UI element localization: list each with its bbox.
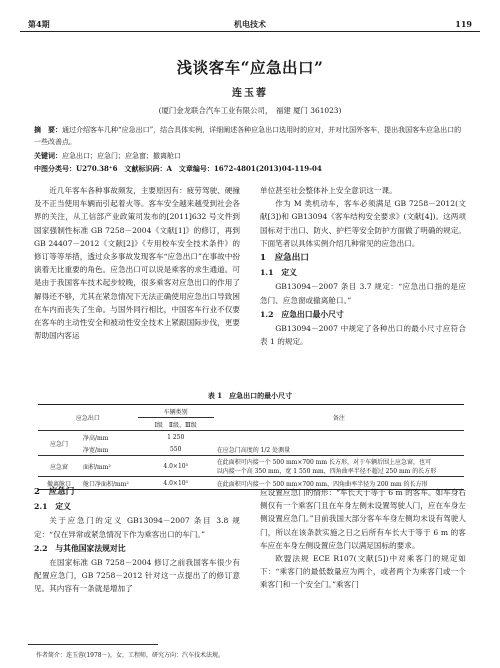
window-area-value: 4.0×10⁵ <box>138 456 214 477</box>
author-affiliation: (厦门金龙联合汽车工业有限公司， 福建 厦门 361023) <box>158 106 342 115</box>
section-2-1-heading: 2.1 定义 <box>34 502 71 512</box>
table-row <box>38 456 464 477</box>
keywords <box>34 150 466 162</box>
window-remark-line-2: 以内接一个高 350 mm，宽 1 550 mm，四角曲率半径不超过 250 mm 的长方形 <box>216 468 437 475</box>
ece-r107-paragraph: 欧盟法规 ECE R107(文献[5])中对乘客门的规定如下：“乘客门的最低数量应为两个，或者两个为乘客门或一个乘客门和一个安全门。”乘客门 <box>260 554 466 590</box>
issue-number: 第4期 <box>28 19 50 29</box>
min-size-table <box>38 404 464 490</box>
section-2-2-heading: 2.2 与其他国家法规对比 <box>34 543 126 553</box>
window-remark-line-1: 在此面积可内接一个 500 mm×700 mm 长方形，对于车辆后围上应急窗，也可 <box>216 459 432 466</box>
section-1-1-heading: 1.1 定义 <box>260 268 297 278</box>
abstract <box>34 124 466 149</box>
classification-meta: 中图分类号：U270.38⁺6 文献标识码：A 文章编号：1672-4801(2013)04-119-04 <box>34 164 322 173</box>
th-classes: Ⅰ级 Ⅱ级、Ⅲ级 <box>138 418 214 431</box>
section-2-1-text: 关于应急门的定义 GB13094－2007 条目 3.8 规定：“仅在异常或紧急情况下作为乘客出口的车门。” <box>34 516 240 539</box>
section-2-2-text: 在国家标准 GB 7258－2004 修订之前我国客车很少有配置应急门，GB 7258－2012 针对这一点提出了的修订意见。其内容有一条就是增加了 <box>34 558 240 594</box>
intro-continuation: 单位甚至社会整体补上安全意识这一课。 <box>260 186 397 195</box>
hatch-remark: 在此面积可内接一个 500 mm×700 mm，四角曲率半径为 200 mm 的长方形 <box>214 477 464 490</box>
keywords-label: 关键词： <box>34 151 62 160</box>
window-remark <box>214 456 464 477</box>
standards-paragraph: 作为 M 类机动车，客车必须满足 GB 7258－2012(文献[3])和 GB13094《客车结构安全要求》(文献[4])。这两项国标对于出口、防火、护栏等安全防护方面做了明确的规定。下面笔者以具体实例介绍几种常见的应急出口。 <box>260 199 466 248</box>
intro-paragraph: 近几年客车各种事故频发，主要原因有：疲劳驾驶、硬撞及不正当使用车辆而引起着火等。客车安全越来越受到社会各界的关注，从工信部产业政策司发布的[2011]632 号文件到国家强制性标准 GB 7258－2004《文献[1]》的修订，再到 GB 24407－2012《文献[2]》《专用校车安全技术条件》的修订等等举措，透过众多事故发现客车“应急出口”在事故中扮演着无比重要的角色。应急出口可以说是乘客的求生通道。可是由于我国客车技术起步较晚，很多乘客对应急出口的作用了解得还不够，尤其在紧急情况下无法正确使用应急出口导致困在车内而丧失了生命。与国外同行相比，中国客车行业不仅要在客车的主动性安全和被动性安全技术上紧跟国际步伐，更要帮助国内客运 <box>34 186 240 341</box>
row-window: 应急窗 <box>38 456 80 477</box>
door-height-label: 净高/mm <box>83 434 109 442</box>
section-2-heading: 2 应急门 <box>34 487 75 497</box>
abstract-label: 摘 要： <box>34 125 62 134</box>
author-footnote: 作者简介：连玉蓉(1978－)，女，工程师，研究方向：汽车技术法规。 <box>36 652 224 659</box>
th-vehicle-class: 车辆类别 <box>138 405 214 418</box>
emergency-door-requirement: 应设置应急门的情形：“车长大于等于 6 m 的客车。如车身右侧仅有一个乘客门且在车身左侧未设置驾驶人门，应在车身左侧设置应急门。”目前我国大部分客车车身左侧均未设有驾驶人门，所以在该条款实施之日之后所有车长大于等于 6 m 的客车应在车身左侧设置应急门以满足国标的要求。 <box>260 488 466 550</box>
left-column-lower <box>34 484 240 596</box>
window-area-label: 面积/mm² <box>80 456 138 477</box>
abstract-text: 通过介绍客车几种“应急出口”，结合具体实例，详细阐述各种应急出口选用时的应对，并对比国外客车，提出我国客车应急出口的一些改善点。 <box>34 126 462 147</box>
article-title: 浅谈客车“应急出口” <box>176 58 324 77</box>
author-name: 连玉蓉 <box>232 88 268 99</box>
section-1-1-text: GB13094－2007 条目 3.7 规定：“应急出口指的是应急门、应急窗或撤离舱口。” <box>260 282 466 305</box>
door-width-label: 净宽/mm <box>80 443 138 456</box>
page-number: 119 <box>455 19 472 29</box>
right-column-upper <box>260 184 466 348</box>
header-rule <box>20 31 480 32</box>
section-1-heading: 1 应急出口 <box>260 253 309 264</box>
hatch-area-label: 舱口净面积/mm² <box>80 477 138 490</box>
door-height-value: 1 250 <box>167 433 185 441</box>
keywords-text: 应急出口；应急门；应急窗；撤离舱口 <box>62 152 181 160</box>
footnote-rule <box>28 644 158 645</box>
th-remark: 备注 <box>214 405 464 431</box>
journal-name: 机电技术 <box>234 19 266 29</box>
hatch-area-value: 4.0×10⁵ <box>138 477 214 490</box>
table-caption: 表 1 应急出口的最小尺寸 <box>207 391 293 400</box>
row-hatch: 撤离舱口 <box>38 477 80 490</box>
page-header <box>20 16 480 30</box>
th-outlet: 应急出口 <box>38 405 138 431</box>
table-row <box>38 431 464 444</box>
section-1-2-text: GB13094－2007 中规定了各种出口的最小尺寸应符合表 1 的规定。 <box>260 324 466 347</box>
section-1-2-heading: 1.2 应急出口最小尺寸 <box>260 309 344 319</box>
right-column-lower <box>260 486 466 592</box>
left-column-upper <box>34 184 240 342</box>
row-door: 应急门 <box>38 431 80 456</box>
table-row <box>38 443 464 456</box>
door-width-value: 550 <box>138 443 214 456</box>
door-width-remark: 在应急门高度的 1/2 处测量 <box>214 443 464 456</box>
